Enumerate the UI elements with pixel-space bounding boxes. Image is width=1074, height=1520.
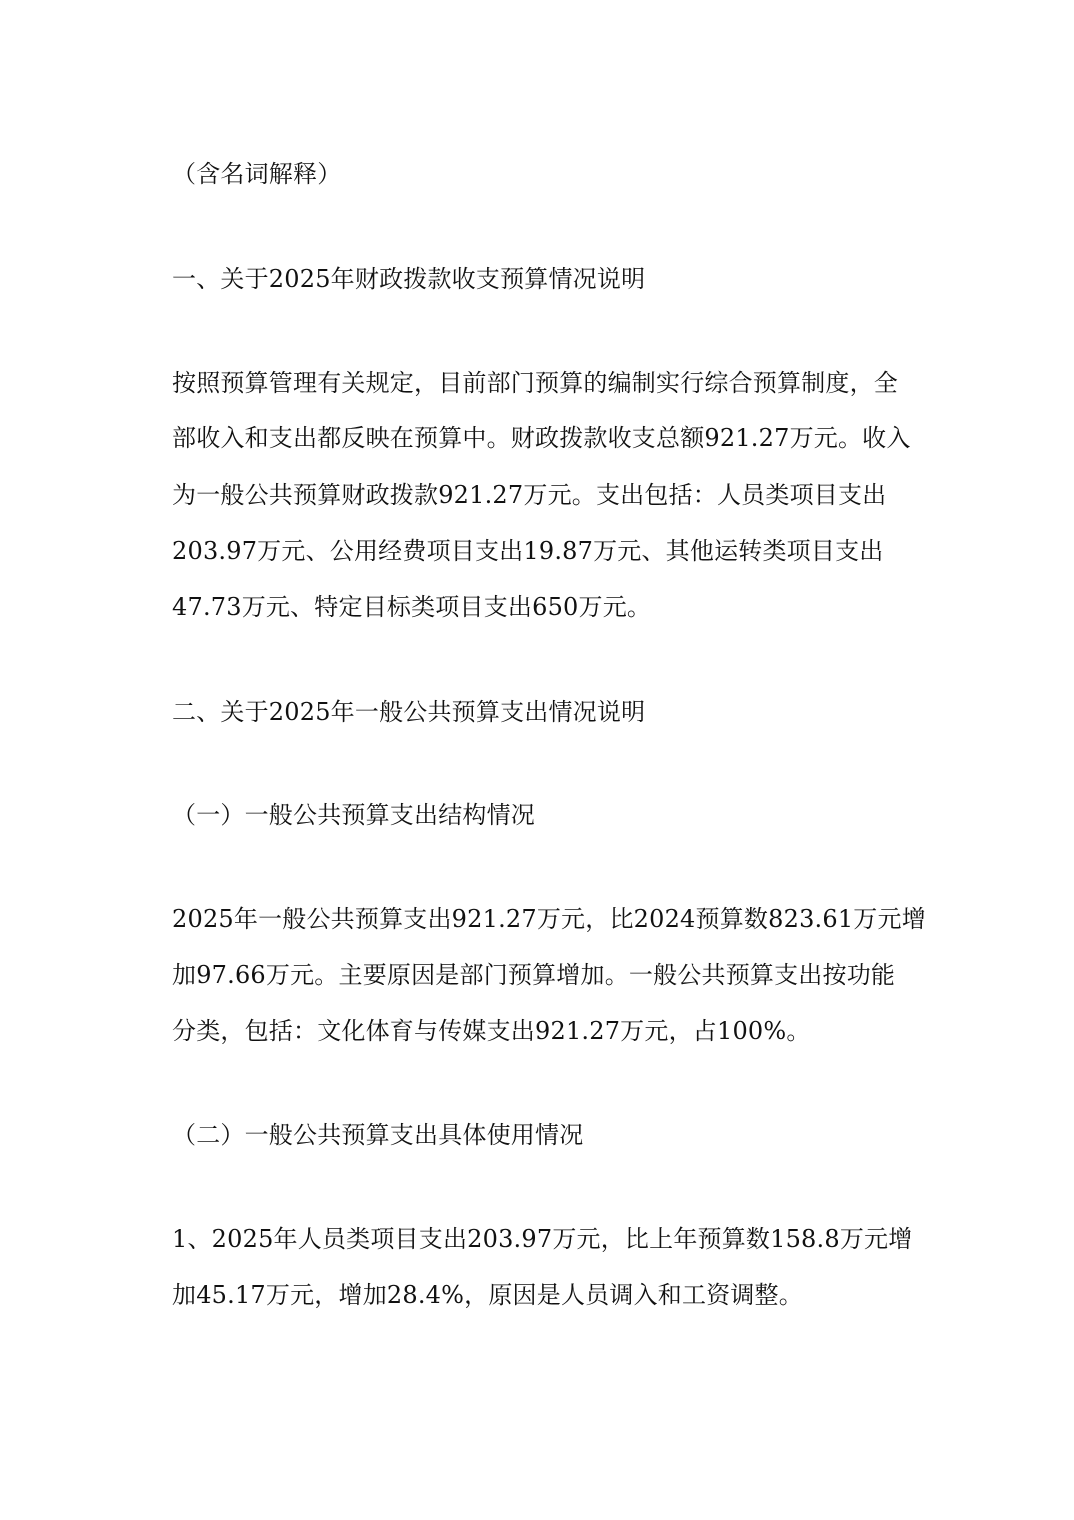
paragraph-line: 2025年一般公共预算支出921.27万元，比2024预算数823.61万元增 (172, 905, 926, 933)
paragraph-line: 为一般公共预算财政拨款921.27万元。支出包括：人员类项目支出 (172, 481, 887, 509)
document-subtitle: （含名词解释） (172, 160, 342, 188)
paragraph-line: 部收入和支出都反映在预算中。财政拨款收支总额921.27万元。收入 (172, 424, 911, 452)
section1-heading: 一、关于2025年财政拨款收支预算情况说明 (172, 265, 646, 293)
paragraph-line: 按照预算管理有关规定，目前部门预算的编制实行综合预算制度，全 (172, 369, 898, 397)
paragraph-line: 分类，包括：文化体育与传媒支出921.27万元，占100%。 (172, 1017, 811, 1045)
paragraph-line: 47.73万元、特定目标类项目支出650万元。 (172, 593, 652, 621)
subsection1-heading: （一）一般公共预算支出结构情况 (172, 801, 535, 829)
section2-heading: 二、关于2025年一般公共预算支出情况说明 (172, 698, 646, 726)
subsection2-heading: （二）一般公共预算支出具体使用情况 (172, 1121, 584, 1149)
paragraph-line: 1、2025年人员类项目支出203.97万元，比上年预算数158.8万元增 (172, 1225, 913, 1253)
paragraph-line: 加97.66万元。主要原因是部门预算增加。一般公共预算支出按功能 (172, 961, 896, 989)
paragraph-line: 203.97万元、公用经费项目支出19.87万元、其他运转类项目支出 (172, 537, 884, 565)
paragraph-line: 加45.17万元，增加28.4%，原因是人员调入和工资调整。 (172, 1281, 803, 1309)
